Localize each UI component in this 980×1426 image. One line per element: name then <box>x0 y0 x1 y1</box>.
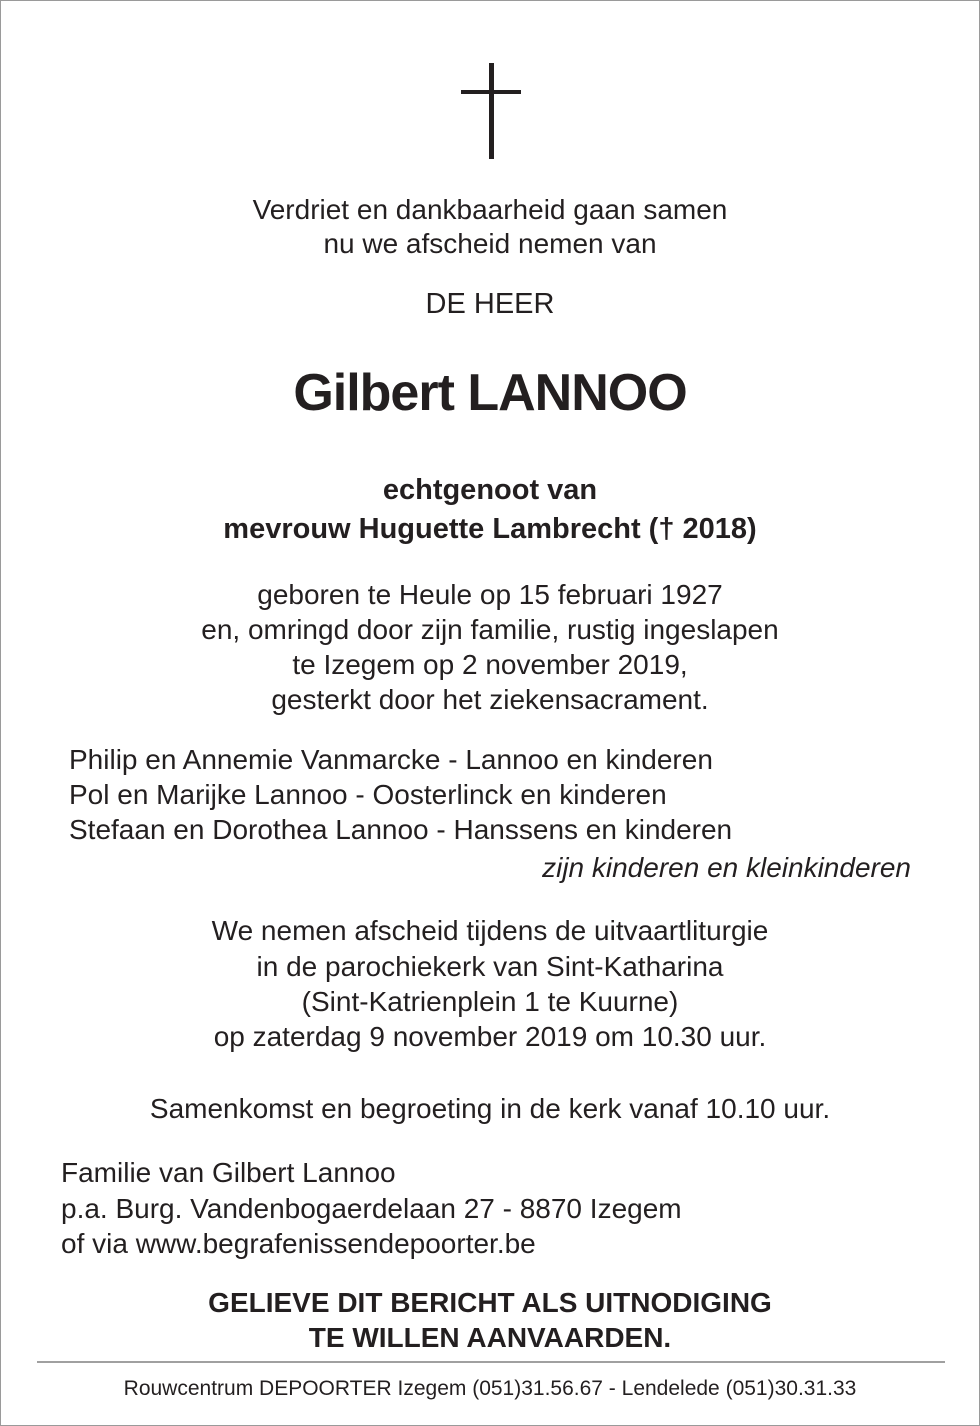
gathering-line: Samenkomst en begroeting in de kerk vanaf 10.10 uur. <box>149 1093 831 1124</box>
spouse-line-2: mevrouw Huguette Lambrecht († 2018) <box>223 513 757 545</box>
title-prefix: DE HEER <box>425 288 555 320</box>
family-line-2: Pol en Marijke Lannoo - Oosterlinck en kinderen <box>69 779 667 810</box>
life-line-2: en, omringd door zijn familie, rustig ingeslapen <box>201 614 779 645</box>
funeral-home-footer: Rouwcentrum DEPOORTER Izegem (051)31.56.67 - Lendelede (051)30.31.33 <box>123 1377 857 1400</box>
invitation-line-1: GELIEVE DIT BERICHT ALS UITNODIGING <box>208 1287 772 1318</box>
cross-icon <box>461 63 523 161</box>
ceremony-line-4: op zaterdag 9 november 2019 om 10.30 uur. <box>213 1021 767 1052</box>
deceased-name: Gilbert LANNOO <box>293 364 687 422</box>
life-line-3: te Izegem op 2 november 2019, <box>292 649 688 680</box>
ceremony-line-2: in de parochiekerk van Sint-Katharina <box>256 951 724 982</box>
footer-divider <box>37 1361 945 1363</box>
life-line-1: geboren te Heule op 15 februari 1927 <box>257 579 723 610</box>
ceremony-line-3: (Sint-Katrienplein 1 te Kuurne) <box>301 986 679 1017</box>
contact-line-1: Familie van Gilbert Lannoo <box>61 1157 396 1188</box>
invitation-line-2: TE WILLEN AANVAARDEN. <box>308 1322 672 1353</box>
spouse-line-1: echtgenoot van <box>382 474 598 506</box>
family-line-1: Philip en Annemie Vanmarcke - Lannoo en kinderen <box>69 744 713 775</box>
intro-line-1: Verdriet en dankbaarheid gaan samen <box>252 194 728 225</box>
contact-line-3: of via www.begrafenissendepoorter.be <box>61 1228 536 1259</box>
intro-line-2: nu we afscheid nemen van <box>323 228 657 259</box>
ceremony-line-1: We nemen afscheid tijdens de uitvaartliturgie <box>211 915 769 946</box>
family-caption: zijn kinderen en kleinkinderen <box>542 852 911 883</box>
family-line-3: Stefaan en Dorothea Lannoo - Hanssens en kinderen <box>69 814 733 845</box>
contact-line-2: p.a. Burg. Vandenbogaerdelaan 27 - 8870 Izegem <box>61 1193 682 1224</box>
life-line-4: gesterkt door het ziekensacrament. <box>271 684 709 715</box>
